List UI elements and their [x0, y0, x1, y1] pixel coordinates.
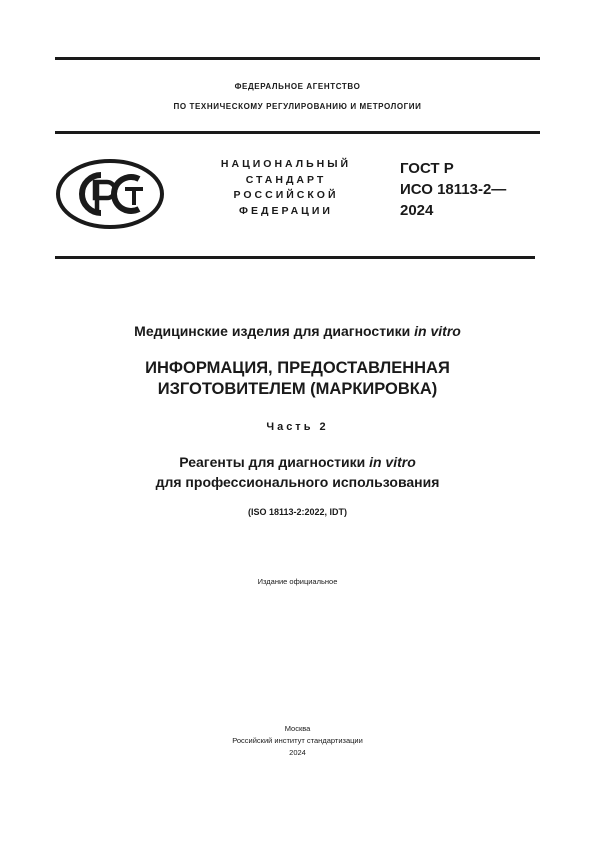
top-rule	[55, 57, 540, 60]
gost-r-logo-icon	[55, 158, 165, 230]
national-standard-label	[196, 157, 376, 219]
device-title	[0, 323, 595, 339]
header-rule-lower	[55, 256, 535, 259]
publisher-city: Москва	[284, 724, 311, 733]
national-line-3: РОССИЙСКОЙ	[233, 189, 339, 201]
main-title-line-2: ИЗГОТОВИТЕЛЕМ (МАРКИРОВКА)	[157, 380, 438, 398]
reagents-title-line-1	[0, 452, 595, 472]
device-title-italic: in vitro	[414, 323, 461, 339]
device-title-text: Медицинские изделия для диагностики	[134, 323, 415, 339]
part-number: Часть 2	[266, 421, 329, 433]
agency-line-1: ФЕДЕРАЛЬНОЕ АГЕНТСТВО	[234, 82, 361, 91]
header-rule-upper	[55, 131, 540, 134]
agency-line-2: ПО ТЕХНИЧЕСКОМУ РЕГУЛИРОВАНИЮ И МЕТРОЛОГИИ	[173, 102, 422, 111]
edition-label: Издание официальное	[257, 577, 338, 586]
national-line-2: СТАНДАРТ	[245, 173, 327, 186]
gost-line-1: ГОСТ Р	[400, 160, 454, 177]
publisher-block	[0, 723, 595, 759]
reagents-title-text: Реагенты для диагностики	[179, 454, 370, 470]
main-title	[0, 358, 595, 400]
reagents-title-italic: in vitro	[369, 454, 416, 470]
national-line-1: НАЦИОНАЛЬНЫЙ	[220, 158, 352, 170]
gost-designation	[400, 158, 506, 221]
national-line-4: ФЕДЕРАЦИИ	[239, 204, 333, 217]
main-title-line-1: ИНФОРМАЦИЯ, ПРЕДОСТАВЛЕННАЯ	[145, 359, 450, 377]
publisher-year: 2024	[289, 748, 306, 757]
reagents-title-line-2: для профессионального использования	[155, 474, 440, 490]
reagents-title	[0, 452, 595, 492]
publisher-institute: Российский институт стандартизации	[232, 736, 363, 745]
iso-reference: (ISO 18113-2:2022, IDT)	[247, 507, 348, 517]
gost-line-2: ИСО 18113-2—	[400, 181, 507, 198]
gost-line-3: 2024	[400, 202, 434, 219]
